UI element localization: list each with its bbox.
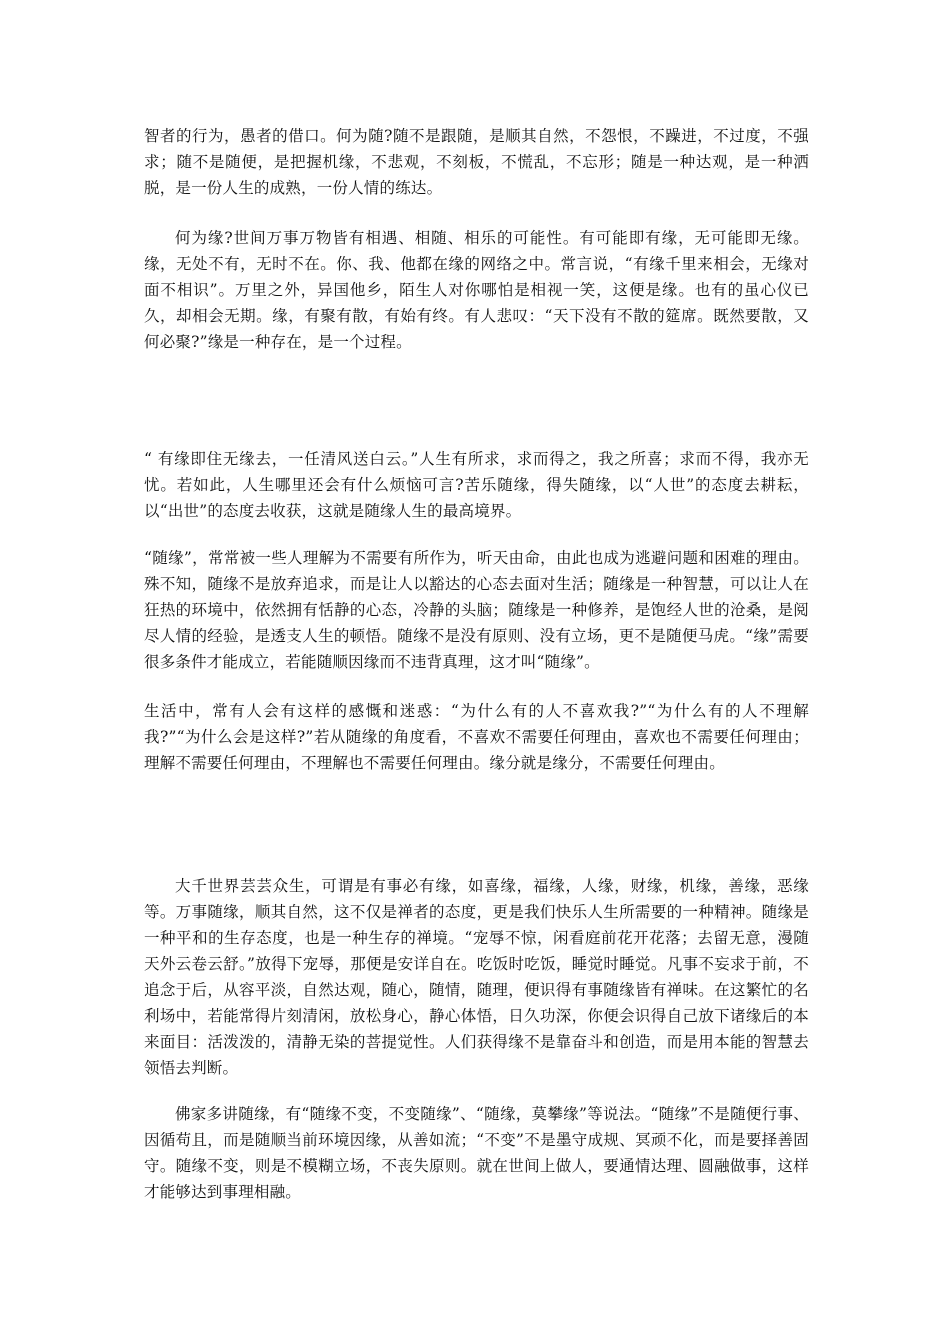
- paragraph-1: 智者的行为，愚者的借口。何为随?随不是跟随，是顺其自然，不怨恨，不躁进，不过度，不强求；随不是随便，是把握机缘，不悲观，不刻板，不慌乱，不忘形；随是一种达观，是一种洒脱，是一份人生的成熟，一份人情的练达。: [144, 127, 809, 197]
- paragraph-6: 大千世界芸芸众生，可谓是有事必有缘，如喜缘，福缘，人缘，财缘，机缘，善缘，恶缘等。万事随缘，顺其自然，这不仅是禅者的态度，更是我们快乐人生所需要的一种精神。随缘是一种平和的生存态度，也是一种生存的禅境。“宠辱不惊，闲看庭前花开花落；去留无意，漫随天外云卷云舒。”放得下宠辱，那便是安详自在。吃饭时吃饭，睡觉时睡觉。凡事不妄求于前，不追念于后，从容平淡，自然达观，随心，随情，随理，便识得有事随缘皆有禅味。在这繁忙的名利场中，若能常得片刻清闲，放松身心，静心体悟，日久功深，你便会识得自己放下诸缘后的本来面目：活泼泼的，清静无染的菩提觉性。人们获得缘不是靠奋斗和创造，而是用本能的智慧去领悟去判断。: [144, 877, 809, 1077]
- paragraph-5: 生活中，常有人会有这样的感慨和迷惑：“为什么有的人不喜欢我?”“为什么有的人不理解我?”“为什么会是这样?”若从随缘的角度看，不喜欢不需要任何理由，喜欢也不需要任何理由；理解不需要任何理由，不理解也不需要任何理由。缘分就是缘分，不需要任何理由。: [144, 702, 809, 772]
- paragraph-4: “随缘”，常常被一些人理解为不需要有所作为，听天由命，由此也成为逃避问题和困难的理由。殊不知，随缘不是放弃追求，而是让人以豁达的心态去面对生活；随缘是一种智慧，可以让人在狂热的环境中，依然拥有恬静的心态，冷静的头脑；随缘是一种修养，是饱经人世的沧桑，是阅尽人情的经验，是透支人生的顿悟。随缘不是没有原则、没有立场，更不是随便马虎。“缘”需要很多条件才能成立，若能随顺因缘而不违背真理，这才叫“随缘”。: [144, 549, 809, 671]
- paragraph-7: 佛家多讲随缘，有“随缘不变，不变随缘”、“随缘，莫攀缘”等说法。“随缘”不是随便行事、因循苟且，而是随顺当前环境因缘，从善如流；“不变”不是墨守成规、冥顽不化，而是要择善固守。随缘不变，则是不模糊立场，不丧失原则。就在世间上做人，要通情达理、圆融做事，这样才能够达到事理相融。: [144, 1105, 809, 1201]
- paragraph-2: 何为缘?世间万事万物皆有相遇、相随、相乐的可能性。有可能即有缘，无可能即无缘。缘，无处不有，无时不在。你、我、他都在缘的网络之中。常言说，“有缘千里来相会，无缘对面不相识”。万里之外，异国他乡，陌生人对你哪怕是相视一笑，这便是缘。也有的虽心仪已久，却相会无期。缘，有聚有散，有始有终。有人悲叹：“天下没有不散的筵席。既然要散，又何必聚?”缘是一种存在，是一个过程。: [144, 229, 809, 351]
- paragraph-3: “ 有缘即住无缘去，一任清风送白云。”人生有所求，求而得之，我之所喜；求而不得，我亦无忧。若如此，人生哪里还会有什么烦恼可言?苦乐随缘，得失随缘，以“人世”的态度去耕耘，以“出世”的态度去收获，这就是随缘人生的最高境界。: [144, 450, 809, 520]
